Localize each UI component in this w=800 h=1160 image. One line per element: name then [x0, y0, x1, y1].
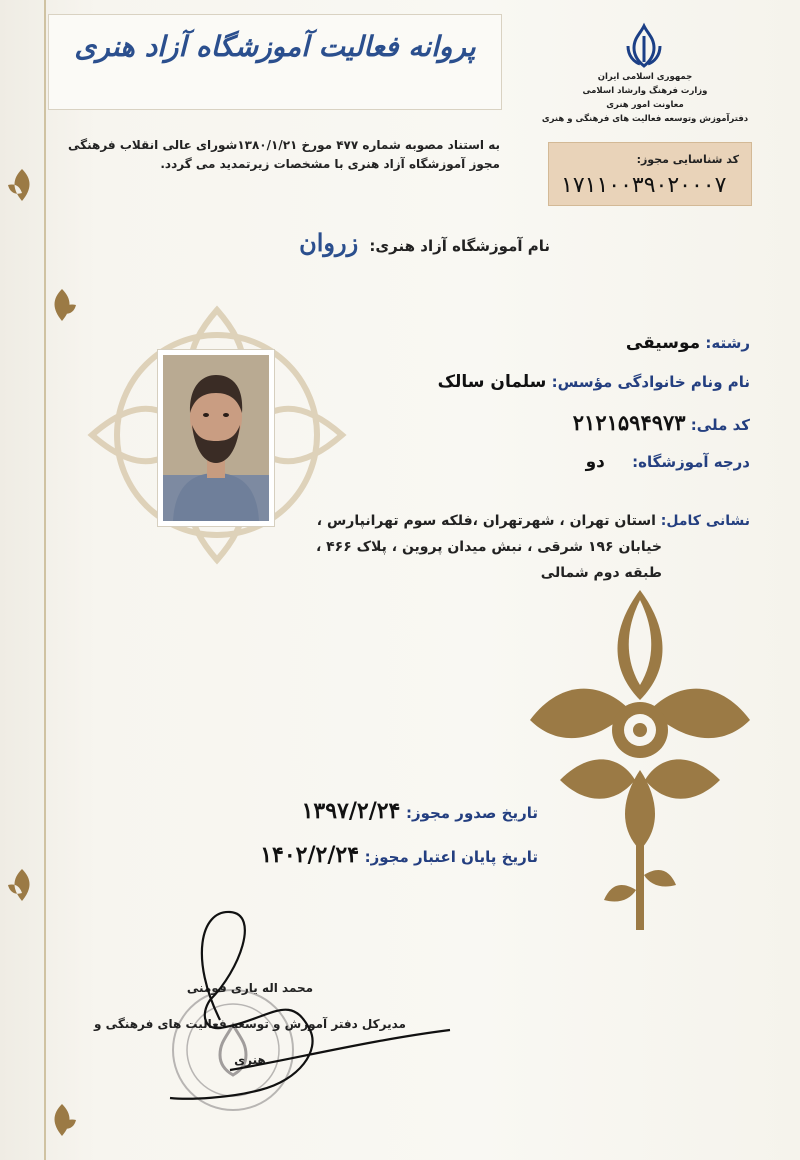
founder-label: نام ونام خانوادگی مؤسس:: [551, 373, 750, 391]
gov-line: جمهوری اسلامی ایران: [597, 72, 693, 82]
address-line: خیابان ۱۹۶ شرقی ، نبش میدان پروین ، پلاک ۴۶۶ ،: [315, 539, 662, 555]
signer-name: محمد اله یاری فومنی: [186, 981, 314, 995]
grade-row: [586, 452, 750, 472]
issue-date-label: تاریخ صدور مجوز:: [405, 804, 538, 822]
margin-ornament-icon: [4, 165, 40, 205]
intro-text: [60, 136, 500, 174]
field-row: [626, 333, 750, 353]
national-id-value: ۲۱۲۱۵۹۴۹۷۳: [572, 410, 686, 435]
address-block: [300, 508, 750, 586]
gov-line: معاونت امور هنری: [606, 100, 684, 110]
license-code-box: [548, 142, 752, 206]
founder-photo: [163, 355, 269, 521]
iran-emblem-icon: [620, 22, 668, 70]
margin-ornament-icon: [44, 1100, 80, 1140]
expiry-date-label: تاریخ پایان اعتبار مجوز:: [364, 848, 538, 866]
founder-photo-frame: [157, 349, 275, 527]
gov-line: وزارت فرهنگ وارشاد اسلامی: [582, 86, 708, 96]
address-line: استان تهران ، شهرتهران ،فلکه سوم تهرانپارس ،: [316, 513, 656, 529]
expiry-date-row: [260, 842, 538, 868]
founder-value: سلمان سالک: [437, 372, 547, 392]
founder-row: [438, 372, 750, 392]
grade-value: دو: [585, 452, 605, 472]
school-label: نام آموزشگاه آزاد هنری:: [369, 237, 550, 255]
handwritten-signature-icon: [150, 900, 470, 1110]
school-row: [160, 228, 550, 257]
issue-date-value: ۱۳۹۷/۲/۲۴: [301, 798, 401, 824]
field-label: رشته:: [705, 334, 750, 352]
intro-line: به استناد مصوبه شماره ۴۷۷ مورخ ۱۳۸۰/۱/۲۱شورای عالی انقلاب فرهنگی: [68, 138, 500, 152]
field-value: موسیقی: [625, 333, 701, 353]
government-header: [540, 70, 750, 126]
expiry-date-value: ۱۴۰۲/۲/۲۴: [260, 842, 360, 868]
issue-date-row: [302, 798, 538, 824]
license-code-label: کد شناسایی مجوز:: [636, 153, 739, 166]
document-title: پروانه فعالیت آموزشگاه آزاد هنری: [74, 30, 476, 63]
signer-title: مدیرکل دفتر آموزش و توسعه فعالیت های فرهنگی و هنری: [94, 1017, 406, 1067]
address-label: نشانی کامل:: [660, 513, 750, 529]
address-line: طبقه دوم شمالی: [540, 565, 662, 581]
intro-line: مجوز آموزشگاه آزاد هنری با مشخصات زیرتمدید می گردد.: [160, 157, 500, 171]
margin-line: [44, 0, 46, 1160]
grade-label: درجه آموزشگاه:: [632, 453, 750, 471]
national-id-label: کد ملی:: [690, 416, 750, 434]
gov-line: دفترآموزش وتوسعه فعالیت های فرهنگی و هنری: [541, 114, 749, 124]
license-code-value: ۱۷۱۱۰۰۳۹۰۲۰۰۰۷: [561, 173, 727, 198]
school-name: زروان: [299, 228, 359, 257]
decorative-floral-ornament-icon: [520, 590, 760, 930]
margin-ornament-icon: [4, 865, 40, 905]
national-id-row: [573, 410, 750, 435]
